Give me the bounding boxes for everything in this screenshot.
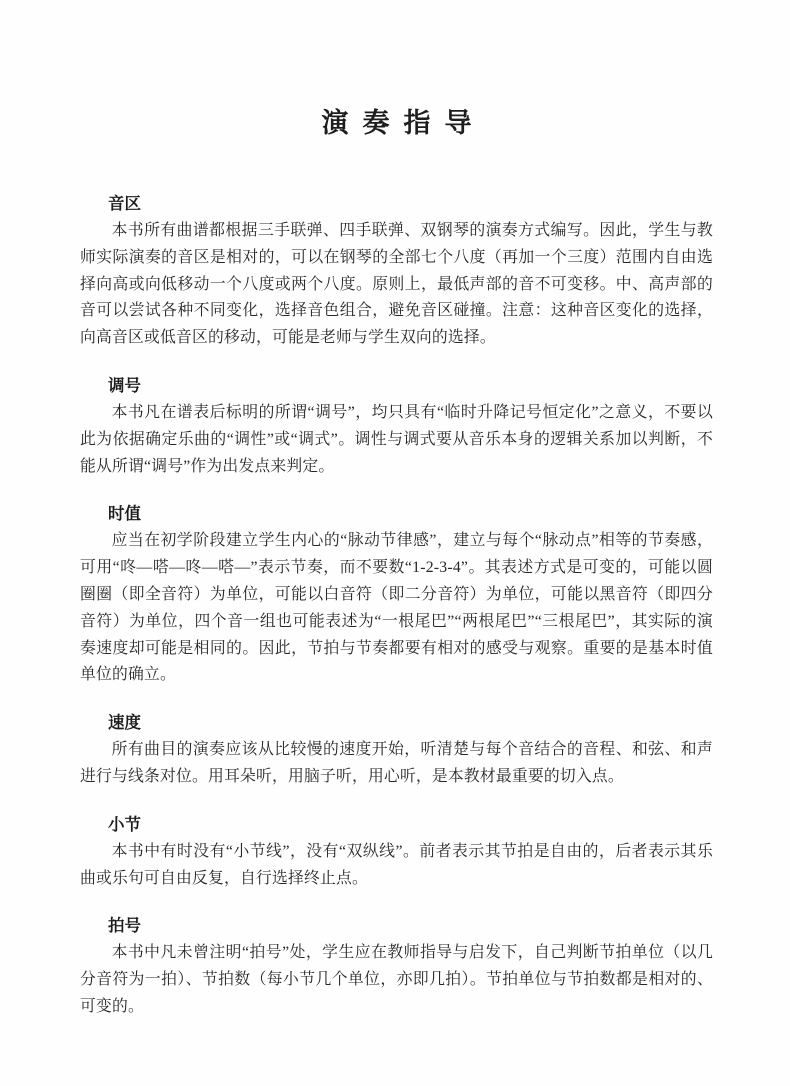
page-title: 演奏指导 [321, 108, 486, 138]
section-heading: 时值 [108, 505, 141, 524]
section-paihao [80, 913, 713, 1020]
section-paragraph: 本书中凡未曾注明“拍号”处，学生应在教师指导与启发下，自己判断节拍单位（以几分音符为一拍）、节拍数（每小节几个单位，亦即几拍）。节拍单位与节拍数都是相对的、可变的。 [80, 944, 713, 1015]
text-column [80, 0, 713, 1021]
section-paragraph: 本书所有曲谱都根据三手联弹、四手联弹、双钢琴的演奏方式编写。因此，学生与教师实际演奏的音区是相对的，可以在钢琴的全部七个八度（再加一个三度）范围内自由选择向高或向低移动一个八度或两个八度。原则上，最低声部的音不可变移。中、高声部的音可以尝试各种不同变化，选择音色组合，避免音区碰撞。注意：这种音区变化的选择，向高音区或低音区的移动，可能是老师与学生双向的选择。 [80, 222, 713, 347]
section-paragraph: 本书凡在谱表后标明的所谓“调号”，均只具有“临时升降记号恒定化”之意义，不要以此为依据确定乐曲的“调性”或“调式”。调性与调式要从音乐本身的逻辑关系加以判断，不能从所谓“调号”作为出发点来判定。 [80, 403, 713, 475]
section-sudu [80, 710, 713, 791]
section-heading: 拍号 [108, 917, 141, 936]
section-heading: 调号 [108, 376, 141, 395]
section-heading: 速度 [108, 714, 141, 733]
section-paragraph: 本书中有时没有“小节线”，没有“双纵线”。前者表示其节拍是自由的，后者表示其乐曲或乐句可自由反复，自行选择终止点。 [80, 842, 713, 887]
section-shizhi [80, 501, 713, 689]
section-diaohao [80, 373, 713, 480]
section-heading: 小节 [108, 815, 141, 834]
section-heading: 音区 [108, 195, 141, 213]
section-paragraph: 所有曲目的演奏应该从比较慢的速度开始，听清楚与每个音结合的音程、和弦、和声进行与线条对位。用耳朵听，用脑子听，用心听，是本教材最重要的切入点。 [80, 741, 713, 785]
section-xiaojie [80, 812, 713, 893]
section-yinqu [80, 191, 713, 352]
section-paragraph: 应当在初学阶段建立学生内心的“脉动节律感”，建立与每个“脉动点”相等的节奏感，可用“咚—嗒—咚—嗒—”表示节奏，而不要数“1-2-3-4”。其表述方式是可变的，可能以圆圈圈（即全音符）为单位，可能以白音符（即二分音符）为单位，可能以黑音符（即四分音符）为单位，四个音一组也可能表述为“一根尾巴”“两根尾巴”“三根尾巴”，其实际的演奏速度却可能是相同的。因此，节拍与节奏都要有相对的感受与观察。重要的是基本时值单位的确立。 [80, 532, 713, 684]
